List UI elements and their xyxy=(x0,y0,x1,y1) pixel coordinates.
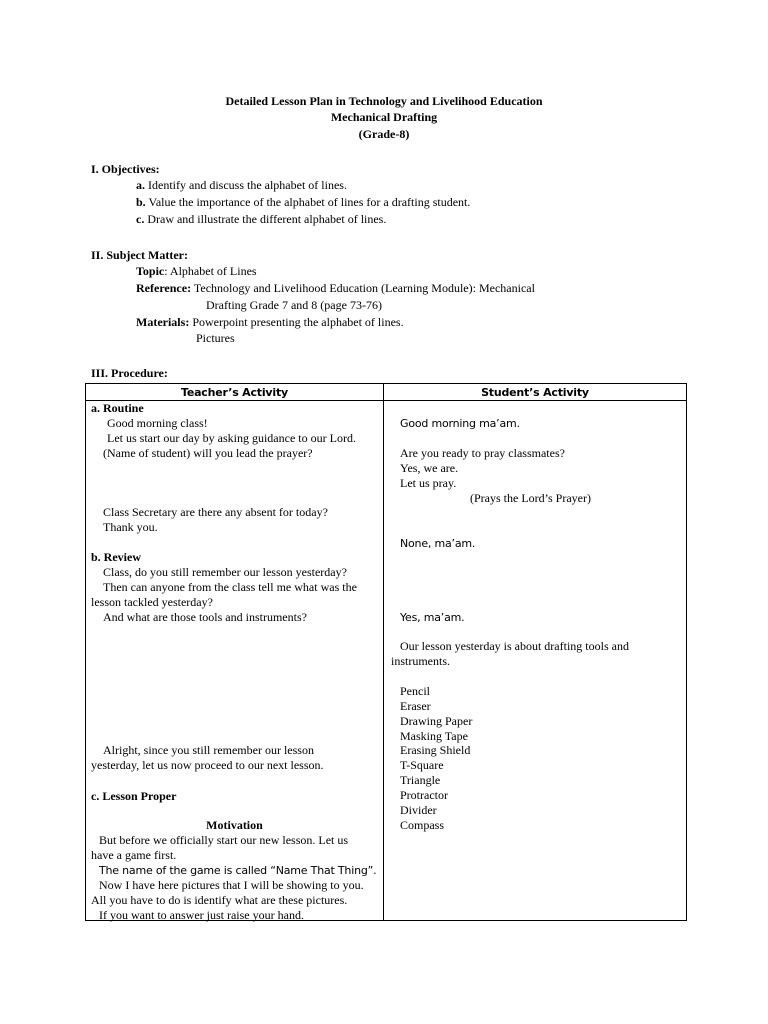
objective-letter: a. xyxy=(136,178,145,192)
tool-item: Triangle xyxy=(400,773,441,787)
tool-item: Pencil xyxy=(400,684,430,698)
materials-label: Materials: xyxy=(136,315,190,329)
teacher-pictures: Now I have here pictures that I will be showing to you. xyxy=(99,878,364,892)
review-heading: b. Review xyxy=(91,550,141,564)
teacher-thank-you: Thank you. xyxy=(103,520,158,534)
tool-item: Erasing Shield xyxy=(400,743,471,757)
procedure-table xyxy=(85,383,687,921)
routine-heading: a. Routine xyxy=(91,401,144,415)
student-lesson-answer-cont: instruments. xyxy=(391,654,450,668)
objectives-heading: I. Objectives: xyxy=(91,162,160,176)
objective-letter: b. xyxy=(136,195,146,209)
subject-matter-heading: II. Subject Matter: xyxy=(91,248,188,262)
student-lesson-answer: Our lesson yesterday is about drafting tools and xyxy=(400,639,629,653)
header-rule xyxy=(86,400,686,401)
column-divider xyxy=(383,384,384,920)
teacher-game-name: The name of the game is called “Name That Thing”. xyxy=(99,864,377,877)
grade-label: (Grade-8) xyxy=(358,127,410,141)
objective-a xyxy=(136,178,347,193)
student-yes-we-are: Yes, we are. xyxy=(400,461,459,475)
document-subtitle: Mechanical Drafting xyxy=(330,110,438,124)
objective-text: Value the importance of the alphabet of lines for a drafting student. xyxy=(148,195,471,209)
student-none: None, ma’am. xyxy=(400,537,476,550)
reference-line xyxy=(136,281,535,296)
objective-letter: c. xyxy=(136,212,145,226)
teacher-pictures-cont: All you have to do is identify what are these pictures. xyxy=(91,893,348,907)
document-title: Detailed Lesson Plan in Technology and Livelihood Education xyxy=(225,94,543,108)
reference-value: Technology and Livelihood Education (Learning Module): Mechanical xyxy=(193,281,535,295)
teacher-guidance: Let us start our day by asking guidance to our Lord. xyxy=(107,431,356,445)
teacher-greeting: Good morning class! xyxy=(107,416,208,430)
teacher-remember: Class, do you still remember our lesson yesterday? xyxy=(103,565,347,579)
teacher-raise-hand: If you want to answer just raise your hand. xyxy=(99,908,304,922)
tool-item: Compass xyxy=(400,818,445,832)
tool-item: T-Square xyxy=(400,758,444,772)
tool-item: Masking Tape xyxy=(400,729,468,743)
objective-b xyxy=(136,195,470,210)
student-yes-maam: Yes, ma’am. xyxy=(400,611,465,624)
teacher-anyone-cont: lesson tackled yesterday? xyxy=(91,595,213,609)
topic-label: Topic xyxy=(136,264,165,278)
motivation-heading: Motivation xyxy=(206,818,263,832)
tool-item: Divider xyxy=(400,803,437,817)
objective-c xyxy=(136,212,386,227)
topic-value: : Alphabet of Lines xyxy=(164,264,257,278)
objective-text: Identify and discuss the alphabet of lines. xyxy=(148,178,347,192)
teacher-activity-header: Teacher’s Activity xyxy=(180,386,288,399)
topic-line xyxy=(136,264,257,279)
teacher-tools-question: And what are those tools and instruments? xyxy=(103,610,307,624)
tool-item: Drawing Paper xyxy=(400,714,473,728)
reference-continuation: Drafting Grade 7 and 8 (page 73-76) xyxy=(206,298,382,312)
procedure-heading: III. Procedure: xyxy=(91,366,168,380)
objective-text: Draw and illustrate the different alphabet of lines. xyxy=(147,212,387,226)
reference-label: Reference: xyxy=(136,281,192,295)
student-greeting: Good morning ma’am. xyxy=(400,417,520,430)
student-activity-header: Student’s Activity xyxy=(481,386,589,399)
tool-item: Protractor xyxy=(400,788,448,802)
teacher-game-intro-cont: have a game first. xyxy=(91,848,177,862)
teacher-anyone: Then can anyone from the class tell me what was the xyxy=(103,580,357,594)
teacher-attendance: Class Secretary are there any absent for today? xyxy=(103,505,328,519)
teacher-lead-prayer: (Name of student) will you lead the prayer? xyxy=(103,446,313,460)
materials-line xyxy=(136,315,404,330)
materials-continuation: Pictures xyxy=(196,331,235,345)
teacher-alright-cont: yesterday, let us now proceed to our next lesson. xyxy=(91,758,324,772)
teacher-game-intro: But before we officially start our new lesson. Let us xyxy=(99,833,349,847)
teacher-alright: Alright, since you still remember our lesson xyxy=(103,743,314,757)
tool-item: Eraser xyxy=(400,699,431,713)
lesson-proper-heading: c. Lesson Proper xyxy=(91,789,177,803)
student-let-us-pray: Let us pray. xyxy=(400,476,457,490)
student-ready-pray: Are you ready to pray classmates? xyxy=(400,446,565,460)
materials-value: Powerpoint presenting the alphabet of lines. xyxy=(192,315,404,329)
student-prays: (Prays the Lord’s Prayer) xyxy=(470,491,591,505)
